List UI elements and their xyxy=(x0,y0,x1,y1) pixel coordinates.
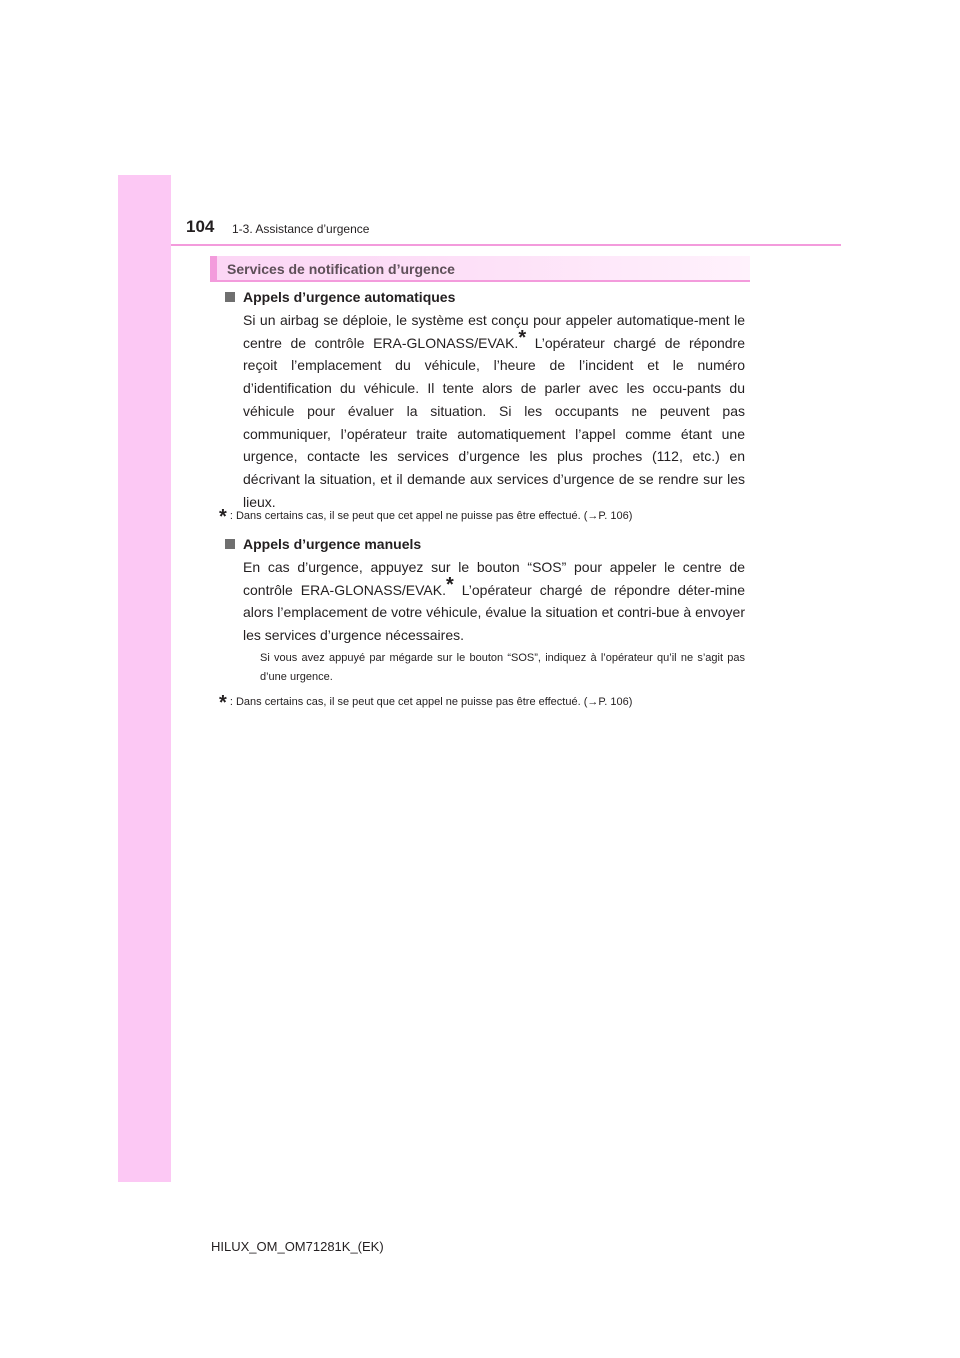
footnote-text: : Dans certains cas, il se peut que cet appel ne puisse pas être effectué. (→P. 106) xyxy=(229,696,633,708)
footnote-manual-calls xyxy=(219,692,633,714)
section-header xyxy=(210,256,750,282)
paragraph-manual-calls: En cas d’urgence, appuyez sur le bouton “SOS” pour appeler le centre de contrôle ERA-GLONASS/EVAK.* L’opérateur chargé de répondre déter-mine alors l’emplacement de votre véhicule, évalue la situation et contri-bue à envoyer les services d’urgence nécessaires. xyxy=(243,559,745,644)
section-title: Services de notification d’urgence xyxy=(227,261,455,277)
footnote-text: : Dans certains cas, il se peut que cet appel ne puisse pas être effectué. (→P. 106) xyxy=(229,510,633,522)
header-rule xyxy=(171,244,841,246)
footnote-automatic-calls xyxy=(219,506,633,528)
footnote-marker: * xyxy=(446,573,454,596)
subheading-manual-calls: Appels d’urgence manuels xyxy=(243,536,422,552)
note-sos-mistake: Si vous avez appuyé par mégarde sur le bouton “SOS”, indiquez à l’opérateur qu’il ne s’agit pas d’une urgence. xyxy=(260,652,745,683)
square-bullet-icon xyxy=(225,292,235,302)
asterisk-icon: * xyxy=(219,692,227,714)
subheading-automatic-calls: Appels d’urgence automatiques xyxy=(243,289,456,305)
footnote-marker: * xyxy=(518,326,527,349)
square-bullet-icon xyxy=(225,539,235,549)
asterisk-icon: * xyxy=(219,506,227,528)
document-code: HILUX_OM_OM71281K_(EK) xyxy=(211,1239,384,1254)
side-margin-tab xyxy=(118,175,171,1182)
page-number: 104 xyxy=(186,217,215,236)
paragraph-automatic-calls: Si un airbag se déploie, le système est conçu pour appeler automatique-ment le centre de contrôle ERA-GLONASS/EVAK.* L’opérateur chargé de répondre reçoit l’emplacement du véhicule, l’heure de l’incident et le numéro d’identification du véhicule. Il tente alors de parler avec les occu-pants du véhicule pour évaluer la situation. Si les occupants ne peuvent pas communiquer, l’opérateur traite automatiquement l’appel comme étant une urgence, contacte les services d’urgence les plus proches (112, etc.) en décrivant la situation, et il demande aux services d’urgence de se rendre sur les lieux. xyxy=(243,312,745,510)
chapter-title: 1-3. Assistance d’urgence xyxy=(232,222,370,236)
